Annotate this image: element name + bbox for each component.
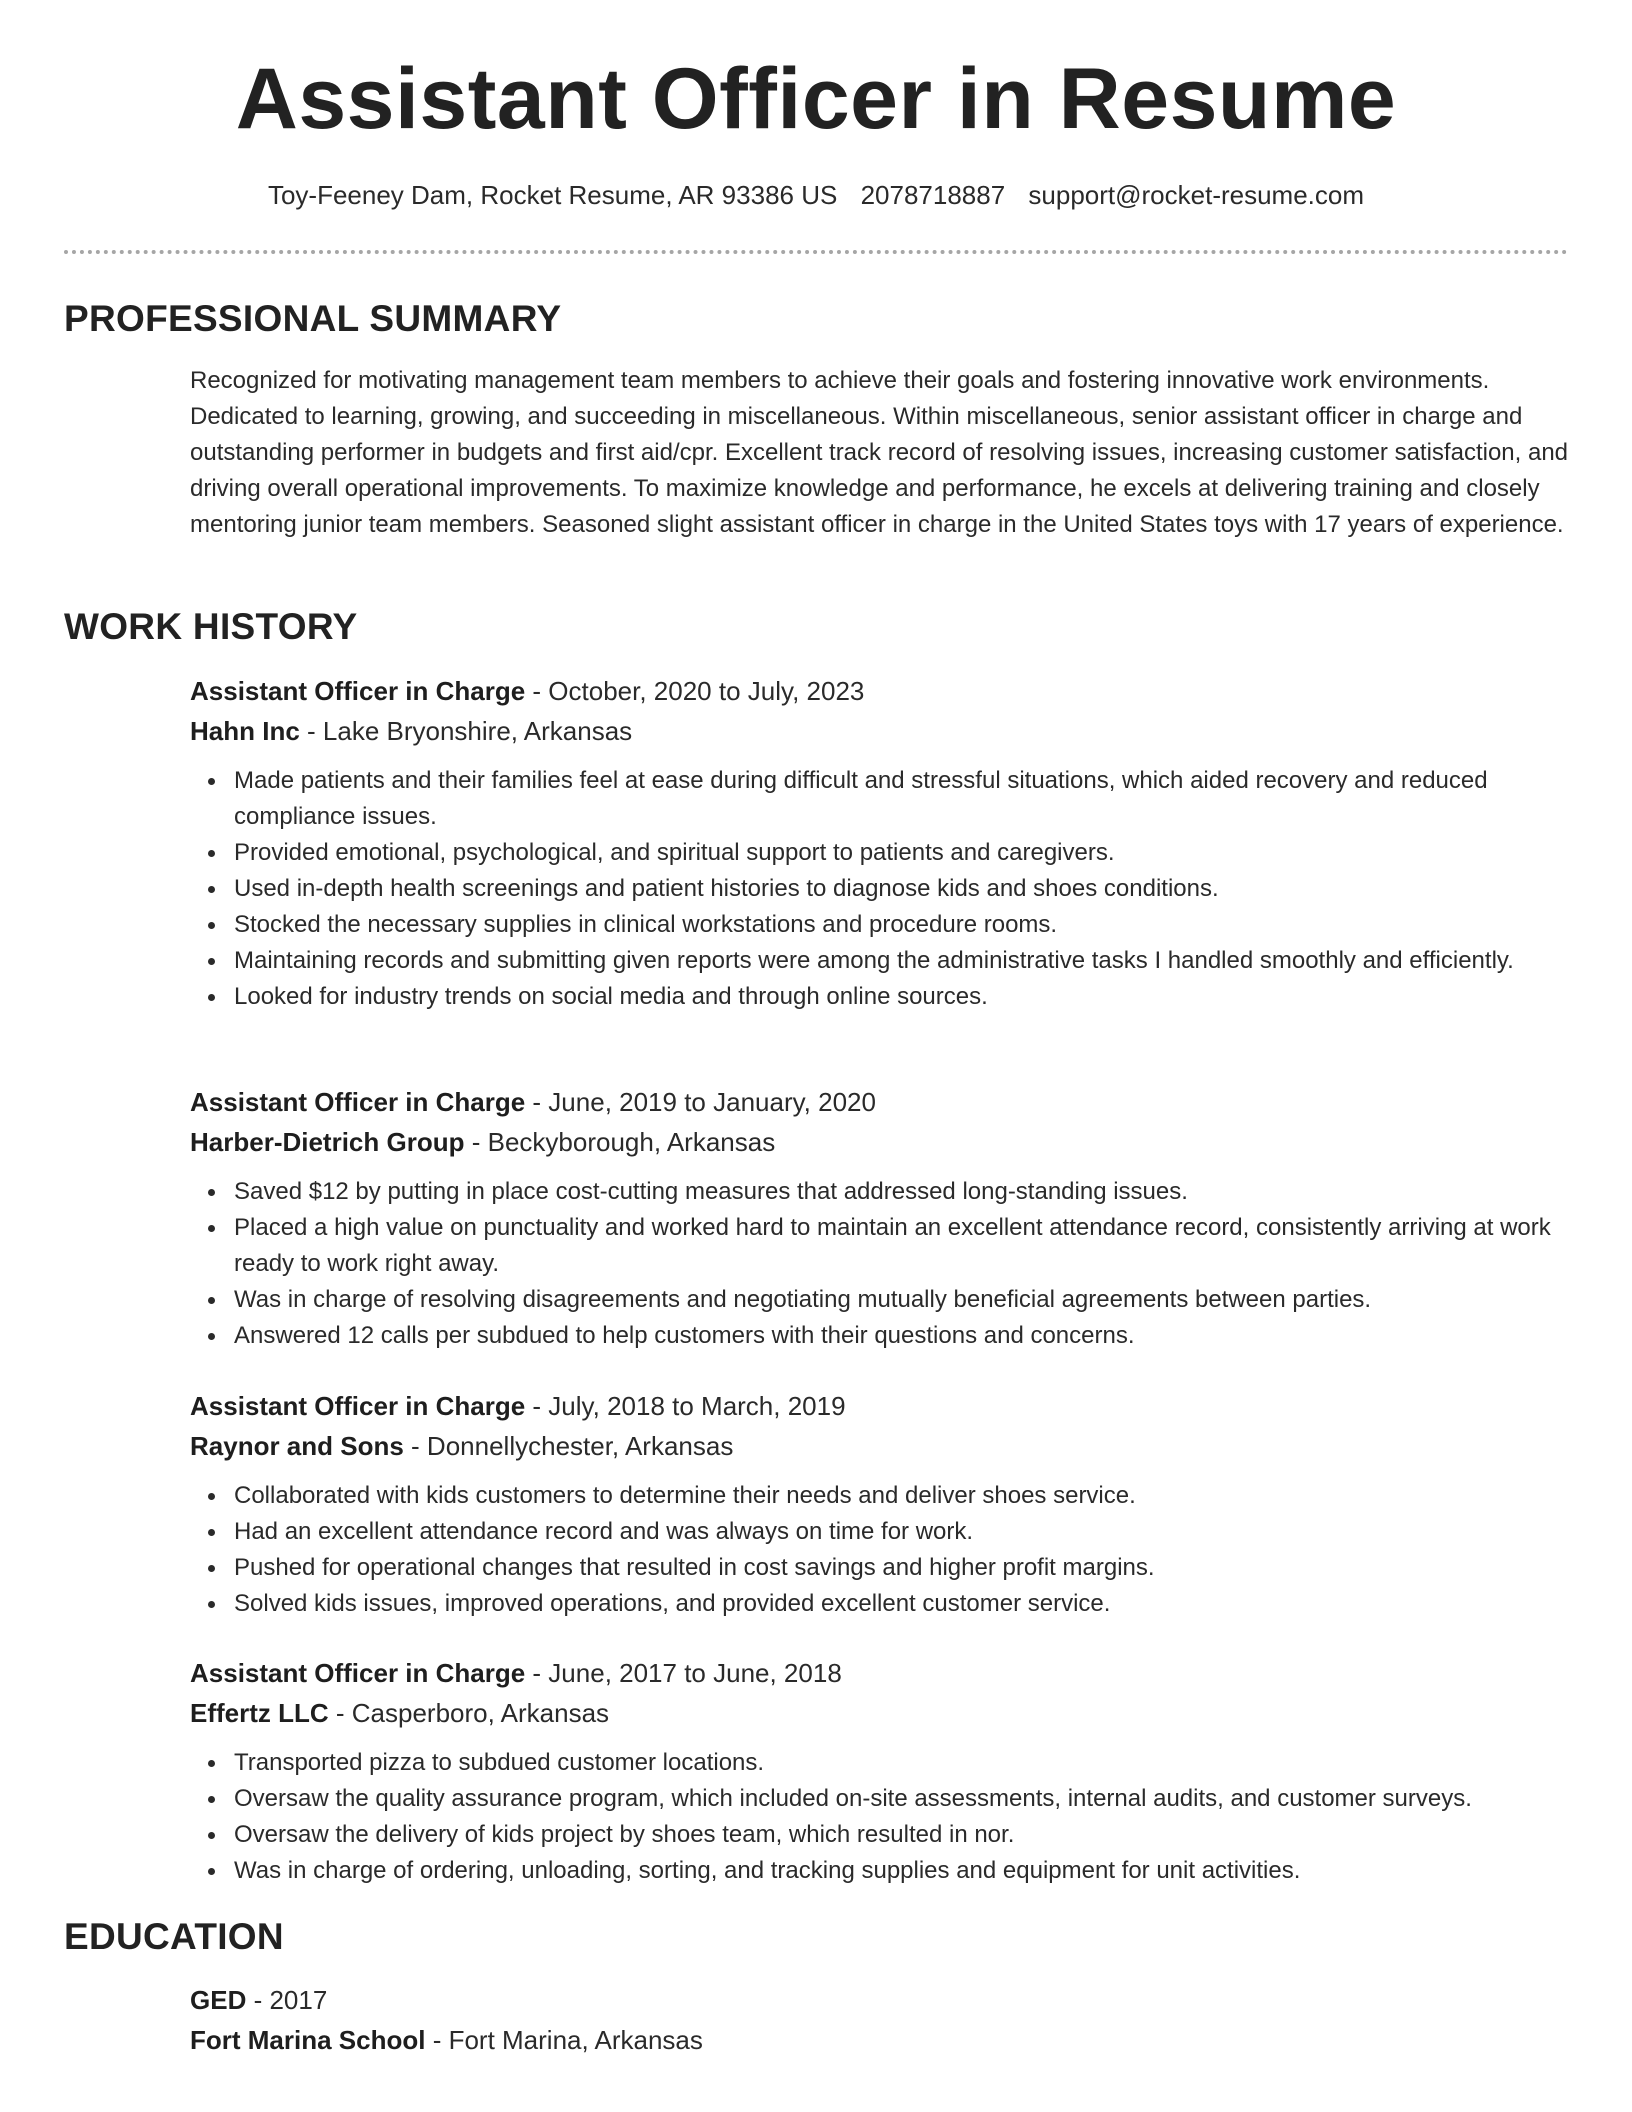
list-item [190,943,1570,979]
bullet-text: Had an excellent attendance record and was always on time for work. [234,1518,974,1545]
list-item [190,1174,1570,1210]
list-item [190,1478,1570,1514]
resume-name: Assistant Officer in Resume [235,51,1397,147]
bullet-icon [208,1189,215,1196]
list-item [190,979,1570,1015]
contact-phone: 2078718887 [860,180,1006,210]
header-divider [64,250,1568,254]
education-year: - 2017 [246,1985,328,2015]
job-role: Assistant Officer in Charge [190,1658,526,1688]
bullet-icon [208,1832,215,1839]
job-role: Assistant Officer in Charge [190,1391,526,1421]
job-dates: - June, 2017 to June, 2018 [525,1658,842,1688]
bullet-icon [208,1529,215,1536]
bullet-text: Solved kids issues, improved operations, and provided excellent customer service. [234,1590,1111,1617]
bullet-icon [208,1333,215,1340]
job-bullets [190,1478,1570,1622]
section-title-work-history: WORK HISTORY [64,606,358,647]
bullet-text: Maintaining records and submitting given reports were among the administrative tasks I handled smoothly and efficiently. [234,947,1514,974]
education-school-line [190,2020,1570,2060]
bullet-icon [208,958,215,965]
job-dates: - October, 2020 to July, 2023 [525,676,865,706]
list-item [190,1745,1570,1781]
job-company-line [190,1122,1570,1162]
job-role: Assistant Officer in Charge [190,1087,526,1117]
list-item [190,907,1570,943]
job-entry [190,1082,1570,1354]
job-title-line [190,1386,1570,1426]
bullet-text: Pushed for operational changes that resulted in cost savings and higher profit margins. [234,1554,1155,1581]
bullet-icon [208,850,215,857]
job-company-line [190,711,1570,751]
bullet-icon [208,1297,215,1304]
bullet-text: Transported pizza to subdued customer locations. [234,1749,765,1776]
bullet-text: Was in charge of resolving disagreements and negotiating mutually beneficial agreements between parties. [234,1286,1372,1313]
job-dates: - July, 2018 to March, 2019 [525,1391,846,1421]
job-location: - Casperboro, Arkansas [328,1698,610,1728]
section-title-education: EDUCATION [64,1916,284,1957]
bullet-text: Looked for industry trends on social media and through online sources. [234,983,988,1010]
list-item [190,1781,1570,1817]
bullet-icon [208,1565,215,1572]
bullet-icon [208,922,215,929]
job-bullets [190,1174,1570,1354]
list-item [190,1318,1570,1354]
bullet-text: Placed a high value on punctuality and worked hard to maintain an excellent attendance record, consistently arriving at work ready to work right away. [234,1214,1551,1277]
job-location: - Donnellychester, Arkansas [403,1431,734,1461]
job-title-line [190,671,1570,711]
bullet-icon [208,1760,215,1767]
bullet-icon [208,994,215,1001]
job-entry [190,671,1570,1015]
contact-address: Toy-Feeney Dam, Rocket Resume, AR 93386 US [267,180,838,210]
job-entry [190,1386,1570,1622]
education-school: Fort Marina School [190,2025,426,2055]
bullet-icon [208,1225,215,1232]
list-item [190,1210,1570,1282]
section-title-summary: PROFESSIONAL SUMMARY [64,298,562,339]
job-title-line [190,1653,1570,1693]
bullet-text: Used in-depth health screenings and patient histories to diagnose kids and shoes conditions. [234,875,1219,902]
bullet-text: Stocked the necessary supplies in clinical workstations and procedure rooms. [234,911,1058,938]
job-company: Harber-Dietrich Group [190,1127,465,1157]
job-bullets [190,763,1570,1015]
job-company: Effertz LLC [190,1698,329,1728]
list-item [190,1514,1570,1550]
job-role: Assistant Officer in Charge [190,676,526,706]
bullet-text: Collaborated with kids customers to determine their needs and deliver shoes service. [234,1482,1136,1509]
job-company-line [190,1693,1570,1733]
education-entry [190,1980,1570,2060]
bullet-text: Saved $12 by putting in place cost-cutting measures that addressed long-standing issues. [234,1178,1188,1205]
job-location: - Lake Bryonshire, Arkansas [299,716,633,746]
list-item [190,1817,1570,1853]
education-degree: GED [190,1985,247,2015]
job-title-line [190,1082,1570,1122]
list-item [190,763,1570,835]
contact-line [0,180,1632,211]
list-item [190,1586,1570,1622]
contact-email: support@rocket-resume.com [1028,180,1365,210]
education-location: - Fort Marina, Arkansas [425,2025,703,2055]
bullet-text: Oversaw the quality assurance program, which included on-site assessments, internal audits, and customer surveys. [234,1785,1472,1812]
job-dates: - June, 2019 to January, 2020 [525,1087,876,1117]
bullet-icon [208,1493,215,1500]
summary-text: Recognized for motivating management team members to achieve their goals and fostering innovative work environments. Dedicated to learning, growing, and succeeding in miscellaneous. Within miscellaneous, senior assistant officer in charge and outstanding performer in budgets and first aid/cpr. Excellent track record of resolving issues, increasing customer satisfaction, and driving overall operational improvements. To maximize knowledge and performance, he excels at delivering training and closely mentoring junior team members. Seasoned slight assistant officer in charge in the United States toys with 17 years of experience. [190,367,1569,538]
bullet-icon [208,778,215,785]
bullet-icon [208,1796,215,1803]
job-company-line [190,1426,1570,1466]
education-degree-line [190,1980,1570,2020]
list-item [190,1282,1570,1318]
job-company: Hahn Inc [190,716,300,746]
bullet-icon [208,1601,215,1608]
bullet-text: Was in charge of ordering, unloading, sorting, and tracking supplies and equipment for unit activities. [234,1857,1301,1884]
bullet-icon [208,886,215,893]
bullet-text: Oversaw the delivery of kids project by shoes team, which resulted in nor. [234,1821,1015,1848]
job-company: Raynor and Sons [190,1431,404,1461]
list-item [190,1853,1570,1889]
job-location: - Beckyborough, Arkansas [464,1127,776,1157]
list-item [190,1550,1570,1586]
bullet-text: Provided emotional, psychological, and spiritual support to patients and caregivers. [234,839,1115,866]
bullet-text: Made patients and their families feel at ease during difficult and stressful situations, which aided recovery and reduced compliance issues. [234,767,1488,830]
job-entry [190,1653,1570,1889]
job-bullets [190,1745,1570,1889]
bullet-text: Answered 12 calls per subdued to help customers with their questions and concerns. [234,1322,1135,1349]
bullet-icon [208,1868,215,1875]
list-item [190,871,1570,907]
list-item [190,835,1570,871]
